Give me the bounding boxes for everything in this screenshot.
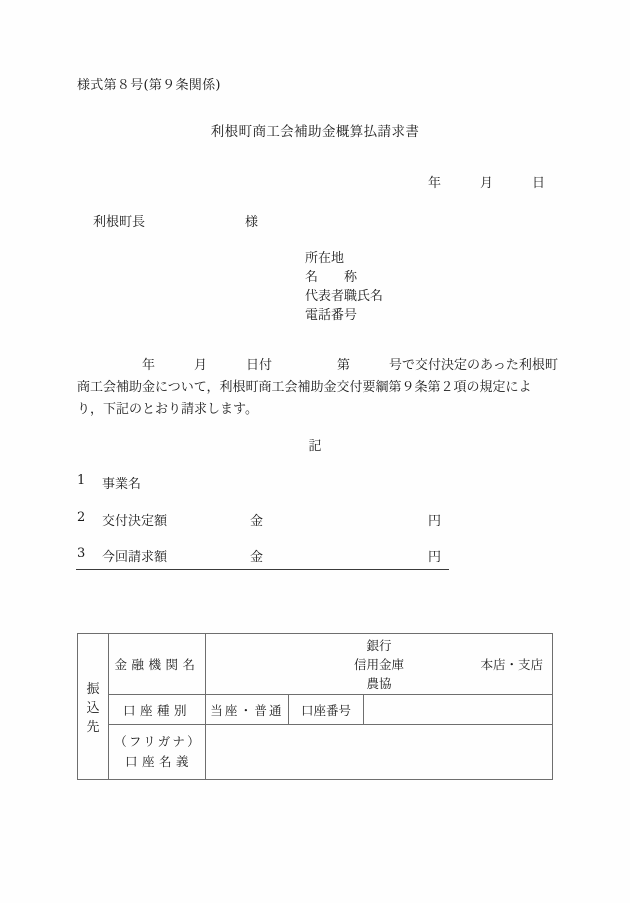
vertical-char-1: 振 (86, 682, 100, 697)
label-financial-institution: 金融機関名 (109, 634, 206, 695)
list-item (77, 510, 447, 530)
label-account-type: 口座種別 (109, 695, 206, 725)
item-label: 事業名 (102, 477, 142, 492)
applicant-field-name: 名 称 (305, 270, 358, 285)
item-amount-prefix: 金 (250, 514, 264, 529)
applicant-field-rep-title: 代表者職氏名 (305, 289, 384, 304)
addressee: 利根町長 (93, 215, 146, 230)
account-type-choice[interactable]: 当座・普通 (206, 695, 289, 725)
table-row (78, 695, 553, 725)
date-line: 年 月 日 (427, 176, 545, 191)
list-item (77, 473, 447, 493)
document-title: 利根町商工会補助金概算払請求書 (210, 124, 420, 140)
label-account-name-group (109, 725, 206, 780)
form-number: 様式第８号(第９条関係) (77, 78, 221, 93)
body-paragraph (77, 355, 557, 421)
institution-type-nokyo[interactable]: 農協 (366, 676, 392, 691)
branch-choice[interactable]: 本店・支店 (480, 657, 543, 672)
label-account-name: 口座名義 (124, 754, 193, 769)
body-line-3: り，下記のとおり請求します。 (77, 402, 258, 417)
item-number: 3 (77, 546, 86, 561)
table-row (78, 634, 553, 695)
item-number: 1 (77, 473, 86, 488)
label-account-number: 口座番号 (289, 695, 364, 725)
ki-marker: 記 (308, 439, 322, 454)
vertical-char-2: 込 (86, 701, 100, 716)
item-amount-unit: 円 (428, 550, 442, 565)
item-label: 交付決定額 (102, 514, 168, 529)
body-line-2: 商工会補助金について，利根町商工会補助金交付要綱第９条第２項の規定によ (77, 380, 532, 395)
bank-transfer-table (77, 633, 553, 780)
addressee-honorific: 様 (245, 215, 259, 230)
vertical-char-3: 先 (86, 720, 100, 735)
applicant-field-phone: 電話番号 (305, 308, 358, 323)
item-amount-unit: 円 (428, 514, 442, 529)
list-item (77, 546, 447, 566)
institution-type-bank[interactable]: 銀行 (366, 638, 392, 653)
item-label: 今回請求額 (102, 550, 168, 565)
field-account-name[interactable] (206, 725, 553, 780)
body-line-1: 年 月 日付 第 号で交付決定のあった利根町 (77, 358, 558, 373)
applicant-info-block (305, 249, 383, 325)
table-row (78, 725, 553, 780)
cell-institution-choice (206, 634, 553, 695)
item-number: 2 (77, 510, 86, 525)
label-furigana: （フリガナ） (114, 734, 202, 749)
applicant-field-address: 所在地 (305, 251, 345, 266)
field-account-number[interactable] (364, 695, 553, 725)
institution-type-shinkin[interactable]: 信用金庫 (353, 657, 404, 672)
vertical-header-furikomisaki (78, 634, 109, 780)
item-amount-prefix: 金 (250, 550, 264, 565)
